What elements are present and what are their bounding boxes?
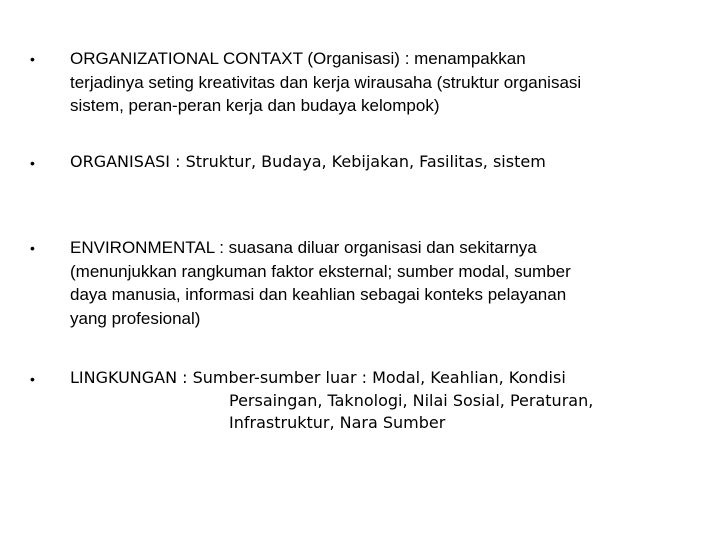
bullet-text: [70, 47, 670, 118]
text-line: sistem, peran-peran kerja dan budaya kelompok): [70, 96, 440, 115]
bullet-text: [70, 236, 670, 330]
text-line: (menunjukkan rangkuman faktor eksternal; sumber modal, sumber: [70, 261, 571, 281]
text-line: yang profesional): [70, 308, 201, 328]
bullet-text: [70, 367, 670, 435]
text-line: ENVIRONMENTAL : suasana diluar organisasi dan sekitarnya: [70, 238, 537, 257]
bullet-icon: •: [30, 371, 35, 387]
text-line: ORGANIZATIONAL CONTAXT (Organisasi) : menampakkan: [70, 49, 526, 68]
text-line: ORGANISASI : Struktur, Budaya, Kebijakan, Fasilitas, sistem: [70, 152, 546, 171]
text-line-indented: Persaingan, Taknologi, Nilai Sosial, Peraturan,: [229, 390, 594, 410]
text-line: terjadinya seting kreativitas dan kerja wirausaha (struktur organisasi: [70, 72, 582, 92]
text-line: LINGKUNGAN : Sumber-sumber luar : Modal, Keahlian, Kondisi: [70, 368, 566, 387]
text-line: daya manusia, informasi dan keahlian sebagai konteks pelayanan: [70, 285, 567, 304]
bullet-icon: •: [30, 51, 35, 67]
bullet-icon: •: [30, 240, 35, 256]
bullet-icon: •: [30, 155, 35, 171]
text-line-indented: Infrastruktur, Nara Sumber: [229, 413, 446, 432]
bullet-text: [70, 151, 670, 174]
